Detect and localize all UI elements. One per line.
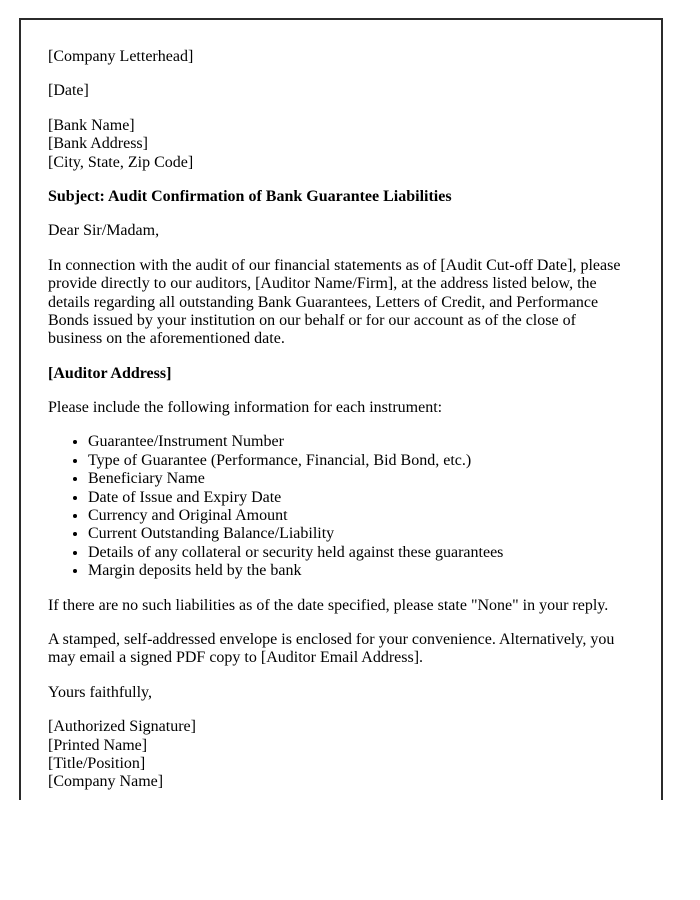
instrument-details-list xyxy=(48,433,634,580)
signature-block xyxy=(48,718,634,792)
date-line: [Date] xyxy=(48,82,89,100)
list-item-guarantee-type: • Type of Guarantee (Performance, Financial, Bid Bond, etc.) xyxy=(88,452,634,470)
list-intro: Please include the following information for each instrument: xyxy=(48,399,443,417)
intro-paragraph: In connection with the audit of our financial statements as of [Audit Cut-off Date], please provide directly to our auditors, [Auditor Name/Firm], at the address listed below, the details regarding all outstanding Bank Guarantees, Letters of Credit, and Performance Bonds issued by your institution on our behalf or for our account as of the close of business on the aforementioned date. xyxy=(48,256,621,348)
company-letterhead: [Company Letterhead] xyxy=(48,48,194,65)
printed-name-line: [Printed Name] xyxy=(48,736,148,754)
subject-line: Subject: Audit Confirmation of Bank Guarantee Liabilities xyxy=(48,187,452,205)
company-name-line: [Company Name] xyxy=(48,773,164,791)
authorized-signature-line: [Authorized Signature] xyxy=(48,718,196,736)
list-item-currency-amount: • Currency and Original Amount xyxy=(88,507,634,525)
list-item-collateral-details: • Details of any collateral or security held against these guarantees xyxy=(88,544,634,562)
envelope-paragraph: A stamped, self-addressed envelope is enclosed for your convenience. Alternatively, you may email a signed PDF copy to [Auditor Email Address]. xyxy=(48,630,615,667)
bank-address: [Bank Address] xyxy=(48,135,148,153)
title-position-line: [Title/Position] xyxy=(48,754,146,772)
bank-address-block xyxy=(48,117,634,172)
bank-city-state-zip: [City, State, Zip Code] xyxy=(48,153,194,171)
auditor-address: [Auditor Address] xyxy=(48,364,172,382)
list-item-guarantee-number: • Guarantee/Instrument Number xyxy=(88,433,634,451)
salutation: Dear Sir/Madam, xyxy=(48,222,160,240)
none-statement: If there are no such liabilities as of the date specified, please state "None" in your reply. xyxy=(48,596,609,614)
list-item-margin-deposits: • Margin deposits held by the bank xyxy=(88,562,634,580)
bank-name: [Bank Name] xyxy=(48,116,135,134)
closing: Yours faithfully, xyxy=(48,683,153,701)
list-item-beneficiary-name: • Beneficiary Name xyxy=(88,470,634,488)
letter-document xyxy=(19,18,663,800)
list-item-outstanding-balance: • Current Outstanding Balance/Liability xyxy=(88,525,634,543)
list-item-issue-expiry-dates: • Date of Issue and Expiry Date xyxy=(88,489,634,507)
